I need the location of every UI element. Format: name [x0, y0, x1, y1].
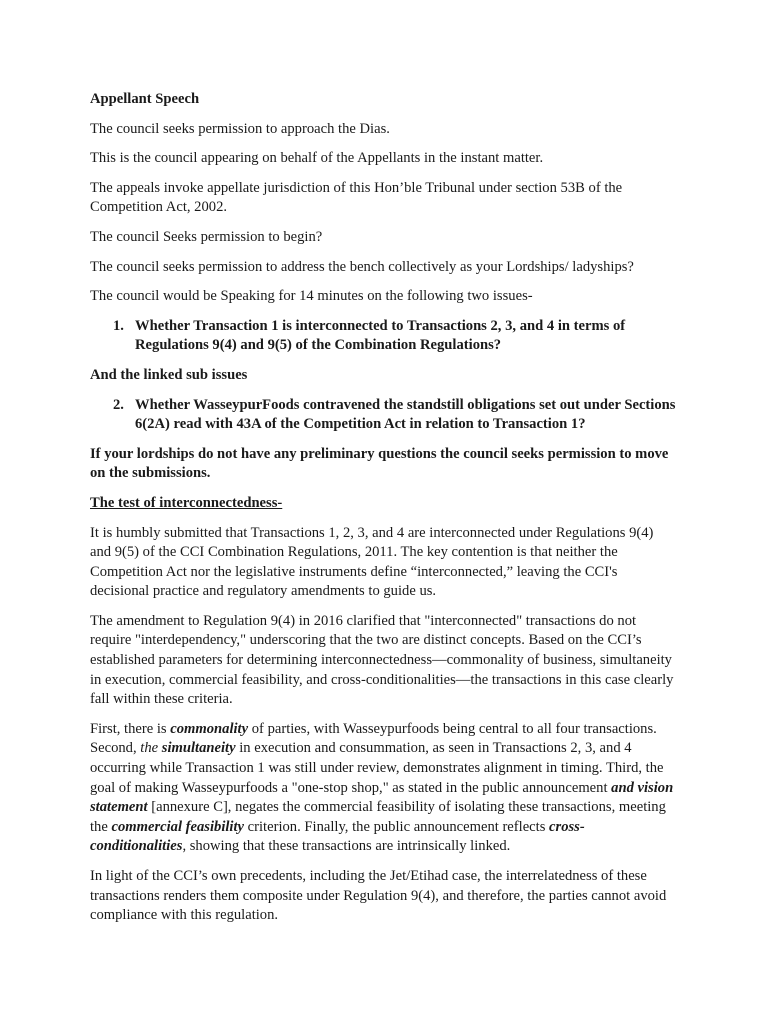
para3-text-3: in execution and consummation, as seen in Transactions 2, 3, and 4 occurring while Transaction 1 was still under review, demonstrates alignment in timing. Third, the goal of making Wasseypurfoods a "one-stop shop," as stated in the public announcement — [90, 740, 664, 796]
intro-paragraph-2: This is the council appearing on behalf of the Appellants in the instant matter. — [90, 150, 544, 167]
paragraph-amendment: The amendment to Regulation 9(4) in 2016 clarified that "interconnected" transactions do not require "interdependency," underscoring that the two are distinct concepts. Based on the CCI’s established parameters for determining interconnectedness—commonality of business, simultaneity in execution, commercial feasibility, and cross-conditionalities—the transactions in this case clearly fall within these criteria. — [90, 612, 674, 708]
intro-paragraph-5: The council seeks permission to address the bench collectively as your Lordships/ ladyships? — [90, 258, 634, 275]
paragraph-criteria — [90, 720, 676, 857]
intro-paragraph-4: The council Seeks permission to begin? — [90, 228, 323, 245]
issue-1-text: Whether Transaction 1 is interconnected to Transactions 2, 3, and 4 in terms of Regulations 9(4) and 9(5) of the Combination Regulations? — [135, 317, 626, 354]
preliminary-questions: If your lordships do not have any preliminary questions the council seeks permission to move on the submissions. — [90, 445, 669, 482]
para3-emphasis-the: the — [140, 740, 159, 757]
issue-2-text: Whether WasseypurFoods contravened the standstill obligations set out under Sections 6(2A) read with 43A of the Competition Act in relation to Transaction 1? — [135, 396, 676, 433]
para3-emphasis-commercial-feasibility: commercial feasibility — [111, 818, 245, 835]
paragraph-conclusion: In light of the CCI’s own precedents, including the Jet/Etihad case, the interrelatedness of these transactions renders them composite under Regulation 9(4), and therefore, the parties cannot avoid compliance with this regulation. — [90, 868, 667, 924]
para3-text-4: [annexure C], negates the commercial feasibility of isolating these transactions, meeting the — [90, 799, 666, 835]
intro-paragraph-6: The council would be Speaking for 14 minutes on the following two issues- — [90, 288, 533, 305]
document-page — [90, 90, 676, 936]
issue-2 — [90, 396, 676, 435]
para3-text-2: of parties, with Wasseypurfoods being central to all four transactions. Second, — [90, 720, 657, 757]
issue-2-number: 2. — [113, 396, 124, 413]
para3-emphasis-simultaneity: simultaneity — [161, 740, 236, 757]
para3-text-6: , showing that these transactions are intrinsically linked. — [182, 838, 511, 855]
paragraph-interconnected: It is humbly submitted that Transactions 1, 2, 3, and 4 are interconnected under Regulations 9(4) and 9(5) of the CCI Combination Regulations, 2011. The key contention is that neither the Competition Act nor the legislative instruments define “interconnected,” leaving the CCI's decisional practice and regulatory amendments to guide us. — [90, 524, 654, 600]
para3-text-1: First, there is — [90, 720, 171, 737]
issue-1-number: 1. — [113, 317, 124, 334]
para3-emphasis-cross-conditionalities: cross-conditionalities — [90, 818, 585, 855]
document-heading: Appellant Speech — [90, 91, 200, 107]
linked-sub-issues-label: And the linked sub issues — [90, 366, 248, 383]
issue-1 — [90, 317, 676, 356]
intro-paragraph-1: The council seeks permission to approach the Dias. — [90, 120, 390, 137]
section-heading: The test of interconnectedness- — [90, 494, 283, 511]
para3-emphasis-vision-statement: and vision statement — [90, 779, 674, 816]
para3-text-5: criterion. Finally, the public announcement reflects — [244, 818, 550, 835]
para3-emphasis-commonality: commonality — [170, 720, 249, 737]
intro-paragraph-3: The appeals invoke appellate jurisdiction of this Hon’ble Tribunal under section 53B of the Competition Act, 2002. — [90, 179, 623, 216]
